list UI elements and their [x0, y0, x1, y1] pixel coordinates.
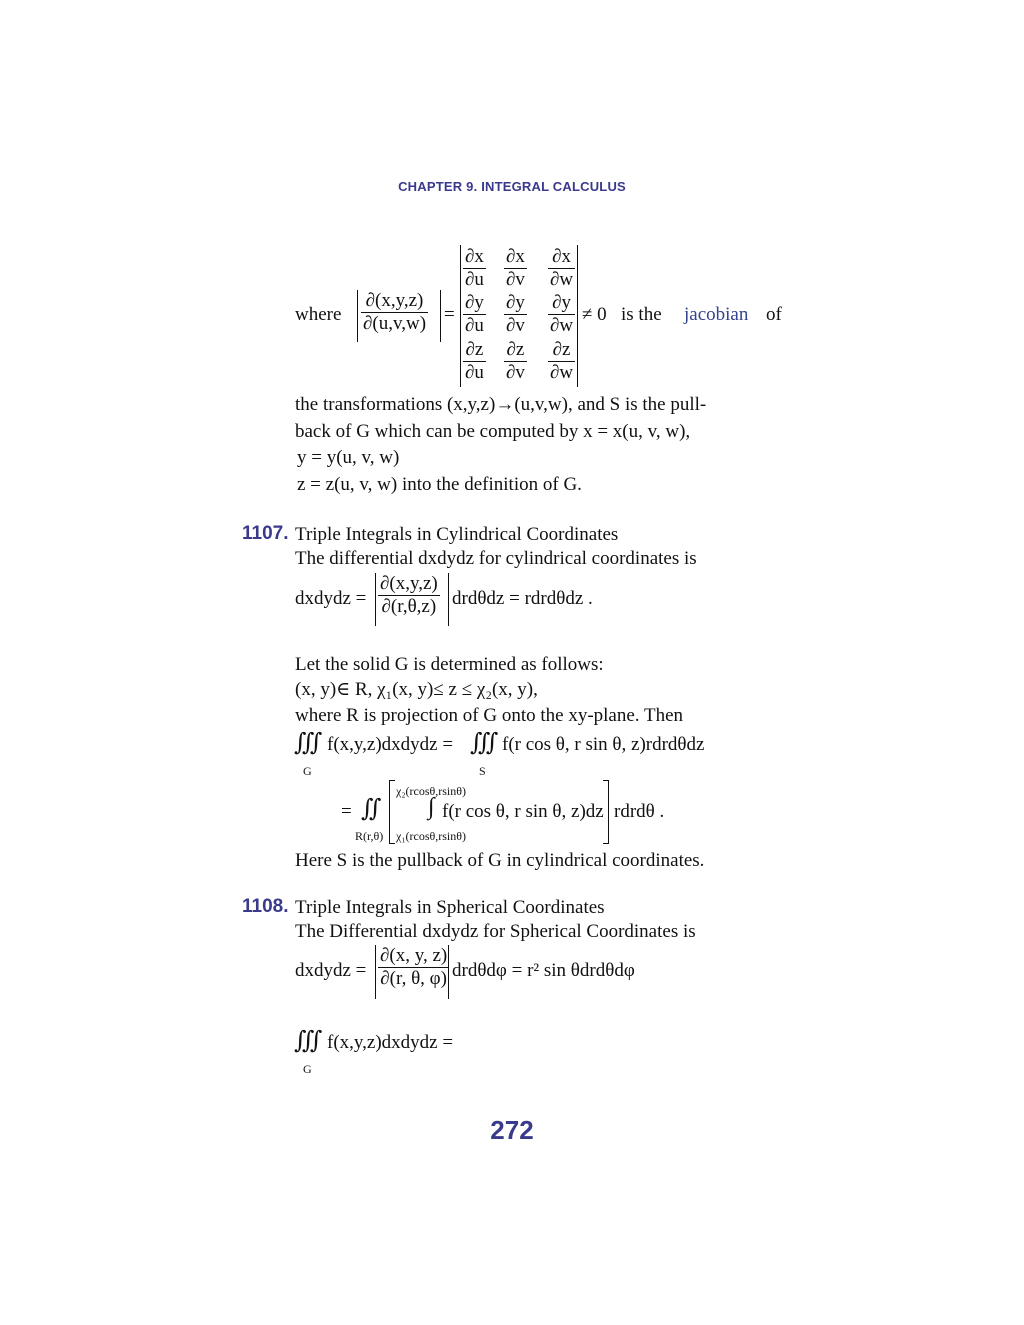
- matrix-cell: $\frac{\partial y}{\partial v}$: [506, 292, 525, 336]
- jacobian-link[interactable]: jacobian: [684, 304, 749, 325]
- para-line: the transformations (x,y,z)→(u,v,w), and S is the pull-: [295, 394, 707, 415]
- matrix-cell: $\frac{\partial x}{\partial u}$: [465, 246, 484, 290]
- jacobian-lhs: [361, 290, 428, 335]
- section-title: Triple Integrals in Spherical Coordinates: [295, 897, 605, 918]
- not-equal-zero: ≠ 0: [582, 304, 607, 325]
- triple-integral-symbol: ∭: [470, 730, 492, 756]
- equals-sign: =: [444, 304, 455, 325]
- integrand-rhs: f(r cos θ, r sin θ, z)rdrdθdz: [502, 734, 705, 755]
- is-the-text: is the: [621, 304, 662, 325]
- integrand-lhs: f(x,y,z)dxdydz =: [327, 734, 454, 755]
- abs-bar-left: [375, 945, 376, 999]
- lhs-denominator: ∂(u,v,w): [363, 313, 427, 334]
- triple-integral-symbol: ∭: [294, 730, 316, 756]
- where-text: where R is projection of G onto the xy-plane. Then: [295, 705, 683, 726]
- outer-differential: rdrdθ .: [614, 801, 665, 822]
- rhs-expression: drdθdφ = r² sin θdrdθdφ: [452, 960, 635, 981]
- cyl-jacobian: $\frac{\partial(x,y,z)}{\partial(r,\theta,z)}$: [380, 573, 438, 617]
- upper-limit: χ₂(rcosθ,rsinθ): [396, 784, 466, 798]
- matrix-cell: $\frac{\partial y}{\partial u}$: [465, 292, 484, 336]
- integral-subscript: S: [479, 764, 486, 778]
- matrix-cell: $\frac{\partial y}{\partial w}$: [550, 292, 574, 336]
- abs-bar-right: [440, 290, 441, 342]
- page-number: 272: [490, 1115, 534, 1145]
- right-bracket: [603, 780, 609, 844]
- matrix-cell: $\frac{\partial z}{\partial w}$: [550, 339, 574, 383]
- matrix-cell: $\frac{\partial x}{\partial v}$: [506, 246, 525, 290]
- double-integral-subscript: R(r,θ): [355, 829, 384, 843]
- para-line: z = z(u, v, w) into the definition of G.: [297, 474, 582, 495]
- abs-bar-right: [448, 945, 449, 999]
- sph-jacobian: $\frac{\partial(x, y, z)}{\partial(r, \theta, \varphi)}$: [380, 945, 448, 989]
- left-bracket: [389, 780, 395, 844]
- section-intro: The differential dxdydz for cylindrical coordinates is: [295, 548, 697, 569]
- abs-bar-left: [357, 290, 358, 342]
- inner-integrand: f(r cos θ, r sin θ, z)dz: [442, 801, 604, 822]
- integral-subscript: G: [303, 1062, 312, 1076]
- double-integral-symbol: ∬: [361, 796, 375, 822]
- lhs-numerator: ∂(x,y,z): [361, 290, 428, 313]
- lower-limit: χ₁(rcosθ,rsinθ): [396, 829, 466, 843]
- here-text: Here S is the pullback of G in cylindrical coordinates.: [295, 850, 705, 871]
- abs-bar-right: [448, 573, 449, 626]
- det-bar-left: [460, 245, 461, 387]
- chapter-header: CHAPTER 9. INTEGRAL CALCULUS: [398, 179, 626, 194]
- para-line: back of G which can be computed by x = x(u, v, w),: [295, 421, 691, 442]
- section-number: 1107.: [242, 523, 289, 544]
- where-label: where: [295, 304, 342, 325]
- let-text: Let the solid G is determined as follows:: [295, 654, 604, 675]
- lhs-expression: dxdydz =: [295, 960, 367, 981]
- integral-subscript: G: [303, 764, 312, 778]
- section-title: Triple Integrals in Cylindrical Coordinates: [295, 524, 619, 545]
- of-text: of: [766, 304, 782, 325]
- section-number: 1108.: [242, 896, 289, 917]
- matrix-cell: $\frac{\partial x}{\partial w}$: [550, 246, 574, 290]
- para-line: y = y(u, v, w): [297, 447, 400, 468]
- matrix-cell: $\frac{\partial z}{\partial v}$: [506, 339, 525, 383]
- det-bar-right: [577, 245, 578, 387]
- section-intro: The Differential dxdydz for Spherical Coordinates is: [295, 921, 696, 942]
- lhs-expression: dxdydz =: [295, 588, 367, 609]
- triple-integral-symbol: ∭: [294, 1028, 316, 1054]
- equals-sign: =: [341, 801, 352, 822]
- abs-bar-left: [375, 573, 376, 626]
- matrix-cell: $\frac{\partial z}{\partial u}$: [465, 339, 484, 383]
- condition-text: (x, y)∈ R, χ₁(x, y)≤ z ≤ χ₂(x, y),: [295, 679, 538, 700]
- integrand-lhs: f(x,y,z)dxdydz =: [327, 1032, 454, 1053]
- rhs-expression: drdθdz = rdrdθdz .: [452, 588, 593, 609]
